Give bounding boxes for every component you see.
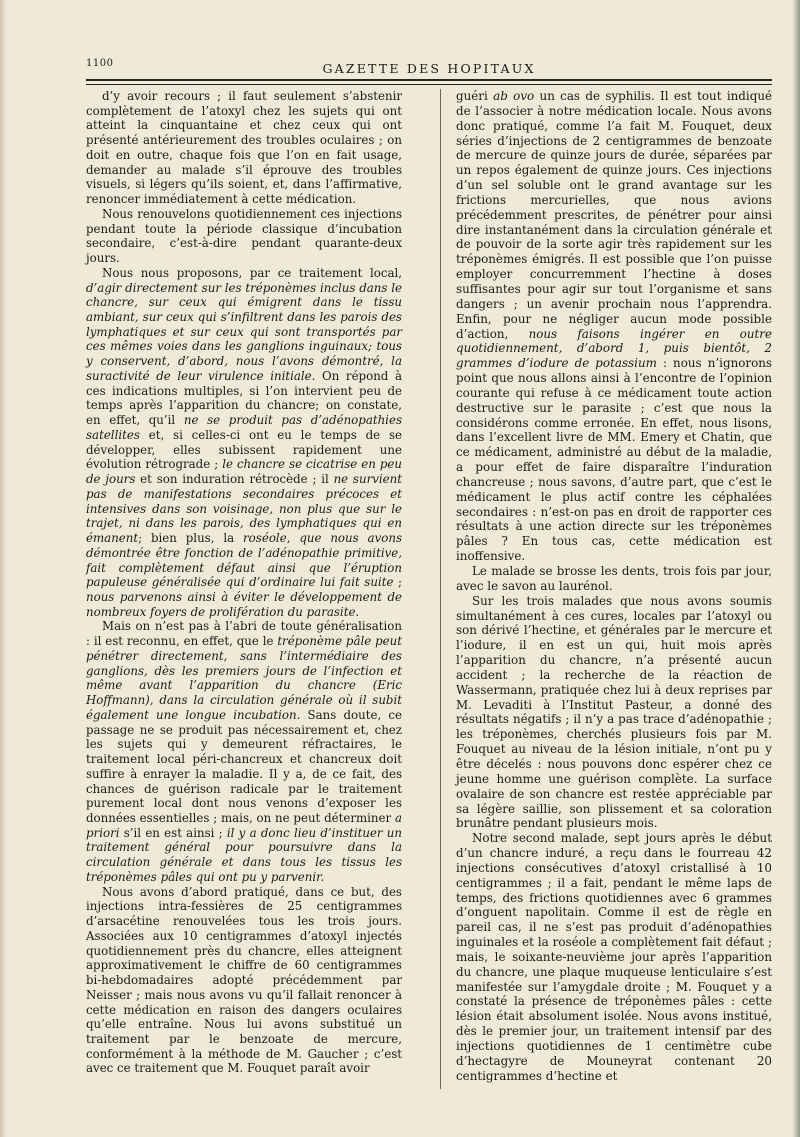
paragraph xyxy=(86,619,402,884)
header-rule-thin xyxy=(86,84,772,85)
text-run: s’il en est ainsi ; xyxy=(119,825,227,840)
column-divider xyxy=(440,89,441,1089)
italic-text: le chancre se cicatrise en peu de jours xyxy=(86,457,402,487)
paragraph xyxy=(86,207,402,266)
header-rule-thick xyxy=(86,79,772,81)
running-head: GAZETTE DES HOPITAUX xyxy=(322,61,536,76)
text-run: Sur les trois malades que nous avons soumis simultanément à ces cures, locales par l’atoxyl ou son dérivé l’hectine, et générales par le mercure et l’iodure, il en est un qui, huit mois après l’apparition du chancre, n’a présenté aucun accident ; la recherche de la réaction de Wassermann, pratiquée chez lui à deux reprises par M. Levaditi à l’Institut Pasteur, a donné des résultats négatifs ; il n’y a pas trace d’adénopathie ; les tréponèmes, cherchés plusieurs fois par M. Fouquet au niveau de la lésion initiale, n’ont pu y être décelés : nous pouvons donc espérer chez ce jeune homme une guérison complète. La surface ovalaire de son chancre est restée appréciable par sa légère saillie, son plissement et sa coloration brunâtre pendant plusieurs mois. xyxy=(456,593,772,831)
italic-text: nous parvenons ainsi à éviter le développement de nombreux foyers de prolifération du parasite. xyxy=(86,589,402,619)
text-run: : nous n’ignorons point que nous allons ainsi à l’encontre de l’opinion courante qui refuse à ce médicament toute action destructive sur le parasite ; c’est que nous la considérons comme erronée. En effet, nous lisons, dans l’excellent livre de MM. Emery et Chatin, que ce médicament, administré au début de la maladie, a pour effet de faire disparaître l’induration chancreuse ; nous savons, d’autre part, que c’est le médicament le plus actif contre les céphalées secondaires : n’est-on pas en droit de rapporter ces résultats à une action directe sur les tréponèmes pâles ? En tous cas, cette médication est inoffensive. xyxy=(456,356,772,564)
text-run: Nous nous proposons, par ce traitement local, xyxy=(102,265,402,280)
italic-text: tréponème pâle peut pénétrer directement, sans l’intermédiaire des ganglions, dès les premiers jours de l’infection et même avant l’apparition du chancre (Eric Hoffmann), dans la circulation générale où il subit également une longue incubation. xyxy=(86,634,402,722)
text-run: Sans doute, ce passage ne se produit pas nécessairement et, chez les sujets qui y demeurent réfractaires, le traitement local péri-chancreux et chancreux doit suffire à enrayer la maladie. Il y a, de ce fait, des chances de guérison radicale par le traitement purement local dont nous venons d’exposer les données essentielles ; mais, on ne peut déterminer xyxy=(86,707,402,825)
italic-text: ne survient pas de manifestations secondaires précoces et intensives dans son voisinage, non plus que sur le trajet, ni dans les parois, des lymphatiques qui en émanent xyxy=(86,472,402,546)
page-edge-right xyxy=(792,0,800,1137)
text-run: Nous renouvelons quotidiennement ces injections pendant toute la période classique d’incubation secondaire, c’est-à-dire pendant quarante-deux jours. xyxy=(86,206,402,266)
page-number: 1100 xyxy=(86,58,114,69)
text-run: guéri xyxy=(456,89,494,103)
italic-text: ne se produit pas d’adénopathies satellites xyxy=(86,413,402,442)
italic-text: que nous avons démontrée être fonction de l’adénopathie primitive, fait complètement défaut ainsi que l’éruption papuleuse généralisée qui d’ordinaire lui fait suite xyxy=(86,531,402,590)
left-column xyxy=(86,89,402,1076)
italic-text: nous faisons ingérer en outre quotidiennement, d’abord 1, puis bientôt, 2 grammes d’iodure de potassium xyxy=(456,326,772,371)
paragraph xyxy=(86,266,402,620)
text-run: Mais on n’est pas à l’abri de toute généralisation : il est reconnu, en effet, que le xyxy=(86,619,402,649)
text-run: un cas de syphilis. Il est tout indiqué de l’associer à notre médication locale. Nous avons donc pratiqué, comme l’a fait M. Fouquet, deux séries d’injections de 2 centigrammes de benzoate de mercure de quinze jours de durée, séparées par un repos également de quinze jours. Ces injections d’un sel soluble ont le grand avantage sur les frictions mercurielles, que nous avions précédemment prescrites, de pénétrer pour ainsi dire instantanément dans la circulation générale et de pouvoir de la sorte agir très rapidement sur les tréponèmes émigrés. Il est possible que l’on puisse employer concurremment l’hectine à doses suffisantes pour agir sur tout l’organisme et sans dangers ; un avenir prochain nous l’apprendra. Enfin, pour ne négliger aucun mode possible d’action, xyxy=(456,89,773,341)
italic-text: ab ovo xyxy=(493,89,535,103)
text-run: , xyxy=(286,531,300,546)
text-run: On répond à ces indications multiples, si l’on intervient peu de temps après l’apparition du chancre; on constate, en effet, qu’il xyxy=(86,368,403,428)
paragraph xyxy=(456,831,772,1083)
text-run: Notre second malade, sept jours après le début d’un chancre induré, a reçu dans le fourreau 42 injections consécutives d’atoxyl cristallisé à 10 centigrammes ; il a fait, pendant le même laps de temps, des frictions quotidiennes avec 6 grammes d’onguent napolitain. Comme il est de règle en pareil cas, il ne s’est pas produit d’adénopathies inguinales et la roséole a complètement fait défaut ; mais, le soixante-neuvième jour après l’apparition du chancre, une plaque muqueuse lenticulaire s’est manifestée sur l’amygdale droite ; M. Fouquet y a constaté la présence de tréponèmes pâles : cette lésion était absolument isolée. Nous avons institué, dès le premier jour, un traitement intensif par des injections quotidiennes de 1 centimètre cube d’hectagyre de Mouneyrat contenant 20 centigrammes d’hectine et xyxy=(456,831,772,1083)
text-run: Nous avons d’abord pratiqué, dans ce but, des injections intra-fessières de 25 centigrammes d’arsacétine renouvelées tous les trois jours. Associées aux 10 centigrammes d’atoxyl injectés quotidiennement près du chancre, elles atteignent approximativement le chiffre de 60 centigrammes bi-hebdomadaires adopté précédemment par Neisser ; mais nous avons vu qu’il fallait renoncer à cette médication en raison des dangers oculaires qu’elle entraîne. Nous lui avons substitué un traitement par le benzoate de mercure, conformément à la méthode de M. Gaucher ; c’est avec ce traitement que M. Fouquet paraît avoir xyxy=(86,884,402,1076)
right-column xyxy=(456,89,772,1084)
italic-text: roséole xyxy=(243,531,287,546)
paragraph xyxy=(456,89,772,564)
italic-text: d’agir directement sur les tréponèmes inclus dans le chancre, sur ceux qui émigrent dans le tissu ambiant, sur ceux qui s’infiltrent dans les parois des lymphatiques et sur ceux qui sont transportés par ces mêmes voies dans les ganglions inguinaux; tous y conservent, d’abord, nous l’avons démontré, la suractivité de leur virulence initiale. xyxy=(86,280,402,383)
paragraph xyxy=(456,564,772,594)
text-run: et son induration rétrocède ; il xyxy=(135,472,334,487)
text-run: ; bien plus, la xyxy=(138,531,244,546)
page-edge-left xyxy=(0,0,6,1137)
italic-text: a priori xyxy=(86,810,402,840)
italic-text: il y a donc lieu d’instituer un traitement général pour poursuivre dans la circulation générale et dans tous les tissus les tréponèmes pâles qui ont pu y parvenir. xyxy=(86,825,402,884)
text-run: d’y avoir recours ; il faut seulement s’abstenir complètement de l’atoxyl chez les sujets qui ont atteint la cinquantaine et chez ceux qui ont présenté antérieurement des troubles oculaires ; on doit en outre, chaque fois que l’on en fait usage, demander au malade s’il éprouve des troubles visuels, si légers qu’ils soient, et, dans l’affirmative, renoncer immédiatement à cette médication. xyxy=(86,89,402,207)
paragraph xyxy=(456,594,772,832)
text-run: Le malade se brosse les dents, trois fois par jour, avec le savon au laurénol. xyxy=(456,564,772,593)
paragraph xyxy=(86,89,402,207)
text-run: ; xyxy=(393,575,402,590)
text-run: et, si celles-ci ont eu le temps de se développer, elles subissent rapidement une évolution rétrograde ; xyxy=(86,427,402,472)
paragraph xyxy=(86,885,402,1077)
